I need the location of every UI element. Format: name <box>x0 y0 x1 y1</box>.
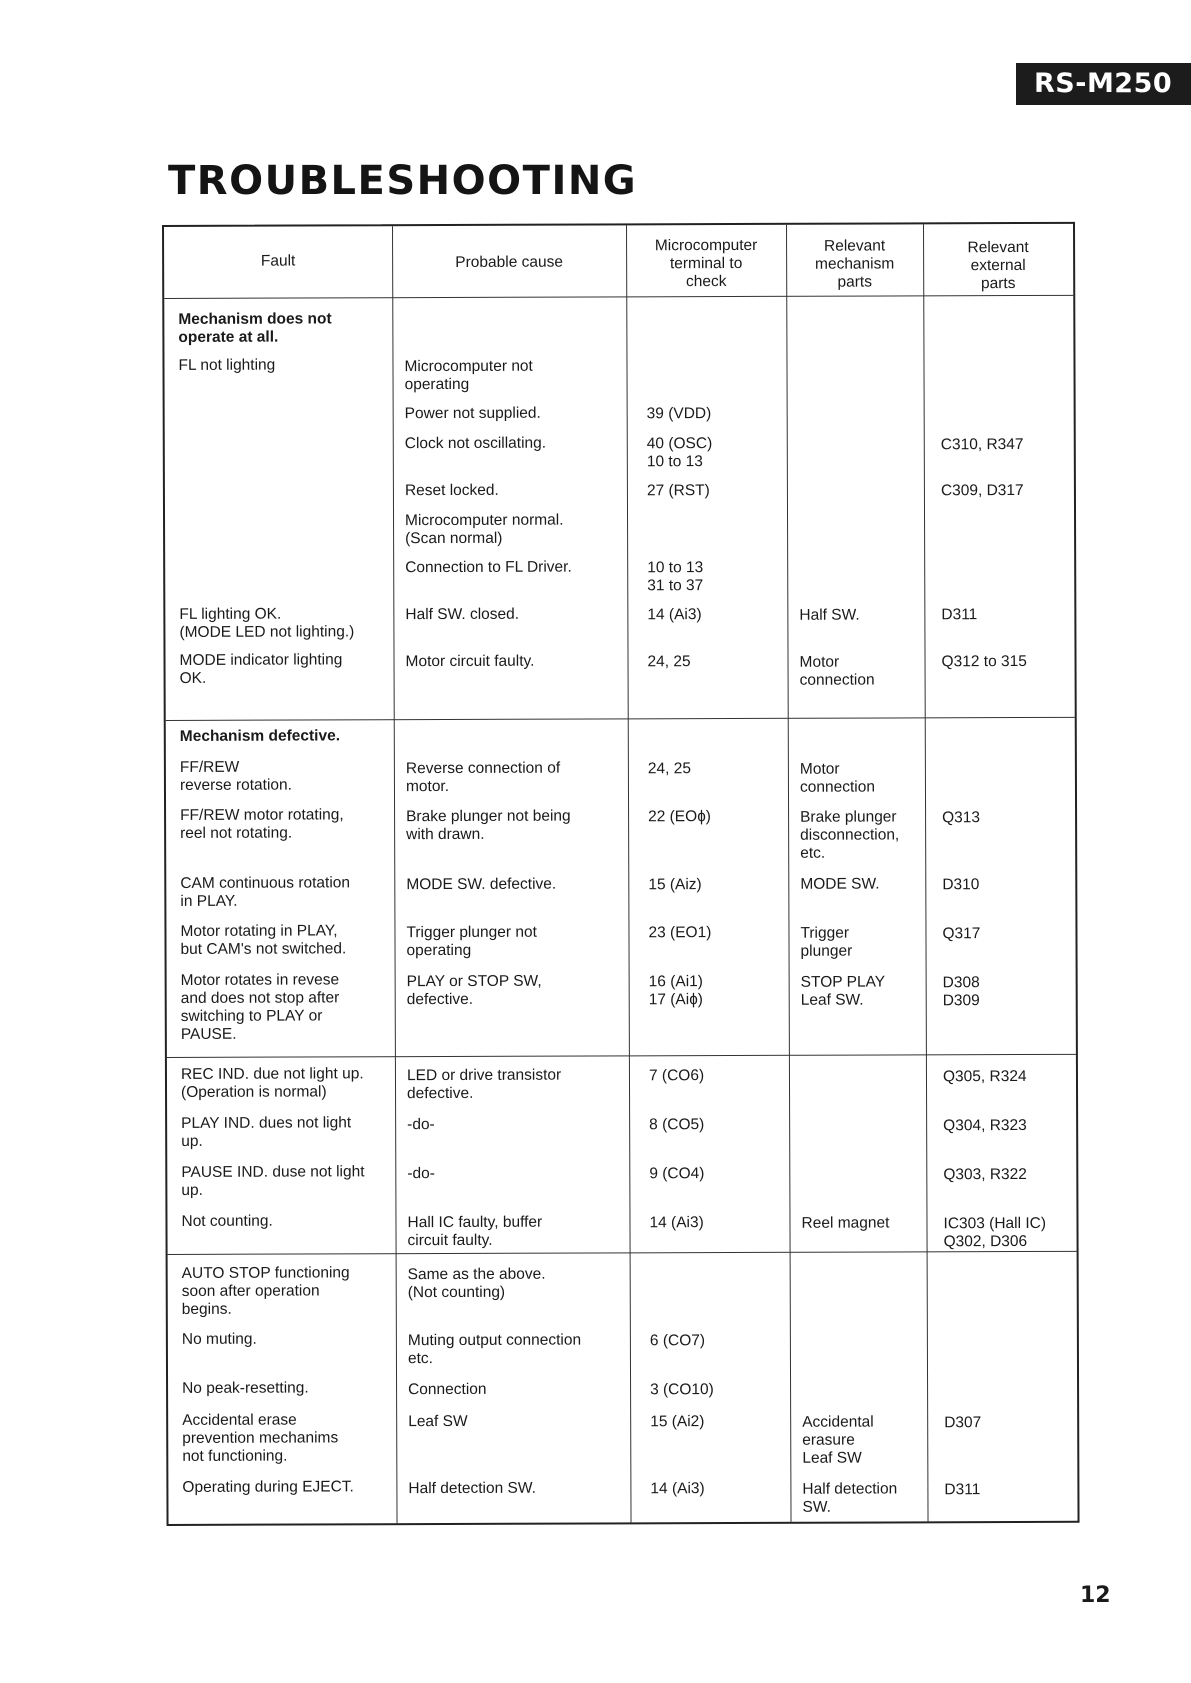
header-mechanism-parts: Relevant mechanism parts <box>814 237 895 291</box>
fault-cell: Motor rotating in PLAY, but CAM's not switched. <box>180 922 347 958</box>
cause-cell: Same as the above. (Not counting) <box>407 1265 546 1302</box>
fault-cell: Motor rotates in revese and does not stop after switching to PLAY or PAUSE. <box>180 971 340 1043</box>
terminal-cell: 40 (OSC) 10 to 13 <box>646 435 713 471</box>
section-heading: Mechanism defective. <box>179 727 341 745</box>
cause-cell: Motor circuit faulty. <box>405 652 535 671</box>
mechanism-cell: Reel magnet <box>801 1214 890 1232</box>
cause-cell: Muting output connection etc. <box>407 1331 582 1368</box>
terminal-cell: 3 (CO10) <box>650 1381 714 1399</box>
terminal-cell: 10 to 13 31 to 37 <box>647 559 704 595</box>
section-heading: Mechanism does not operate at all. <box>178 310 332 346</box>
troubleshooting-table <box>162 222 1080 1526</box>
header-fault: Fault <box>260 252 296 270</box>
terminal-cell: 14 (Ai3) <box>647 606 702 624</box>
fault-cell: FL lighting OK. (MODE LED not lighting.) <box>179 605 355 641</box>
fault-cell: PAUSE IND. duse not light up. <box>181 1163 365 1199</box>
terminal-cell: 14 (Ai3) <box>649 1214 704 1232</box>
header-probable-cause: Probable cause <box>455 253 564 271</box>
external-cell: Q304, R323 <box>943 1116 1027 1135</box>
fault-cell: FF/REW motor rotating, reel not rotating. <box>180 806 344 842</box>
mechanism-cell: Accidental erasure Leaf SW <box>802 1413 874 1467</box>
terminal-cell: 39 (VDD) <box>646 405 712 423</box>
terminal-cell: 24, 25 <box>647 653 691 671</box>
cause-cell: Trigger plunger not operating <box>406 923 537 960</box>
fault-cell: Operating during EJECT. <box>182 1478 354 1496</box>
external-cell: Q312 to 315 <box>941 652 1027 671</box>
mechanism-cell: STOP PLAY Leaf SW. <box>800 973 886 1009</box>
section-divider <box>168 1251 1077 1255</box>
external-cell: D308 D309 <box>942 974 980 1010</box>
mechanism-cell: Half SW. <box>799 606 860 624</box>
fault-cell: PLAY IND. dues not light up. <box>181 1114 352 1150</box>
column-divider <box>392 226 398 1523</box>
external-cell: D310 <box>942 876 980 894</box>
fault-cell: MODE indicator lighting OK. <box>179 651 343 687</box>
mechanism-cell: MODE SW. <box>800 875 880 893</box>
cause-cell: Leaf SW <box>408 1412 468 1431</box>
mechanism-cell: Brake plunger disconnection, etc. <box>800 808 900 862</box>
cause-cell: Power not supplied. <box>404 404 541 423</box>
fault-cell: FL not lighting <box>178 356 276 374</box>
fault-cell: AUTO STOP functioning soon after operation begins. <box>181 1264 350 1318</box>
cause-cell: Reset locked. <box>404 481 499 500</box>
external-cell: Q305, R324 <box>942 1067 1027 1086</box>
fault-cell: CAM continuous rotation in PLAY. <box>180 874 351 910</box>
fault-cell: Not counting. <box>181 1212 273 1230</box>
mechanism-cell: Trigger plunger <box>800 924 853 960</box>
terminal-cell: 15 (Ai2) <box>650 1413 705 1431</box>
fault-cell: No muting. <box>181 1330 257 1348</box>
external-cell: C309, D317 <box>940 481 1024 500</box>
terminal-cell: 22 (EOɸ) <box>648 808 711 826</box>
page-number: 12 <box>1080 1583 1111 1608</box>
terminal-cell: 14 (Ai3) <box>650 1480 705 1498</box>
terminal-cell: 15 (Aiz) <box>648 876 702 894</box>
header-external-parts: Relevant external parts <box>967 238 1029 293</box>
external-cell: D311 <box>941 606 978 624</box>
cause-cell: Half SW. closed. <box>405 605 520 624</box>
cause-cell: Half detection SW. <box>408 1479 536 1498</box>
external-cell: D307 <box>944 1414 982 1432</box>
fault-cell: REC IND. due not light up. (Operation is normal) <box>180 1065 364 1101</box>
fault-cell: Accidental erase prevention mechanims not functioning. <box>182 1411 339 1465</box>
cause-cell: Brake plunger not being with drawn. <box>406 807 571 844</box>
terminal-cell: 24, 25 <box>647 760 692 778</box>
terminal-cell: 8 (CO5) <box>649 1116 705 1134</box>
terminal-cell: 7 (CO6) <box>648 1067 705 1085</box>
mechanism-cell: Motor connection <box>799 760 875 796</box>
terminal-cell: 23 (EO1) <box>648 924 712 942</box>
column-divider <box>626 225 632 1522</box>
cause-cell: Microcomputer not operating <box>404 357 533 394</box>
cause-cell: Clock not oscillating. <box>404 434 547 453</box>
column-divider <box>786 225 792 1522</box>
column-divider <box>923 224 929 1521</box>
terminal-cell: 27 (RST) <box>646 482 710 500</box>
terminal-cell: 9 (CO4) <box>649 1165 705 1183</box>
header-microcomputer-terminal: Microcomputer terminal to check <box>654 236 758 291</box>
cause-cell: MODE SW. defective. <box>406 875 557 894</box>
cause-cell: -do- <box>407 1165 435 1183</box>
mechanism-cell: Motor connection <box>799 653 875 689</box>
mechanism-cell: Half detection SW. <box>802 1480 898 1516</box>
fault-cell: FF/REW reverse rotation. <box>179 758 292 794</box>
page-title: TROUBLESHOOTING <box>168 158 638 204</box>
cause-cell: Hall IC faulty, buffer circuit faulty. <box>407 1213 543 1250</box>
section-divider <box>167 1054 1076 1058</box>
terminal-cell: 16 (Ai1) 17 (Aiɸ) <box>648 973 703 1009</box>
cause-cell: Connection <box>408 1380 487 1399</box>
model-badge: RS-M250 <box>1016 63 1191 105</box>
external-cell: Q303, R322 <box>943 1165 1027 1184</box>
cause-cell: LED or drive transistor defective. <box>406 1066 562 1103</box>
cause-cell: -do- <box>407 1116 435 1134</box>
header-divider <box>164 295 1073 299</box>
terminal-cell: 6 (CO7) <box>649 1332 706 1350</box>
external-cell: C310, R347 <box>940 435 1024 454</box>
cause-cell: Connection to FL Driver. <box>405 558 572 577</box>
section-divider <box>166 717 1075 721</box>
external-cell: D311 <box>944 1481 981 1499</box>
cause-cell: Microcomputer normal. (Scan normal) <box>405 511 564 548</box>
fault-cell: No peak-resetting. <box>182 1379 309 1397</box>
external-cell: IC303 (Hall IC) Q302, D306 <box>943 1214 1047 1251</box>
external-cell: Q317 <box>942 925 981 943</box>
external-cell: Q313 <box>942 809 981 827</box>
cause-cell: PLAY or STOP SW, defective. <box>406 972 542 1009</box>
cause-cell: Reverse connection of motor. <box>405 759 561 796</box>
